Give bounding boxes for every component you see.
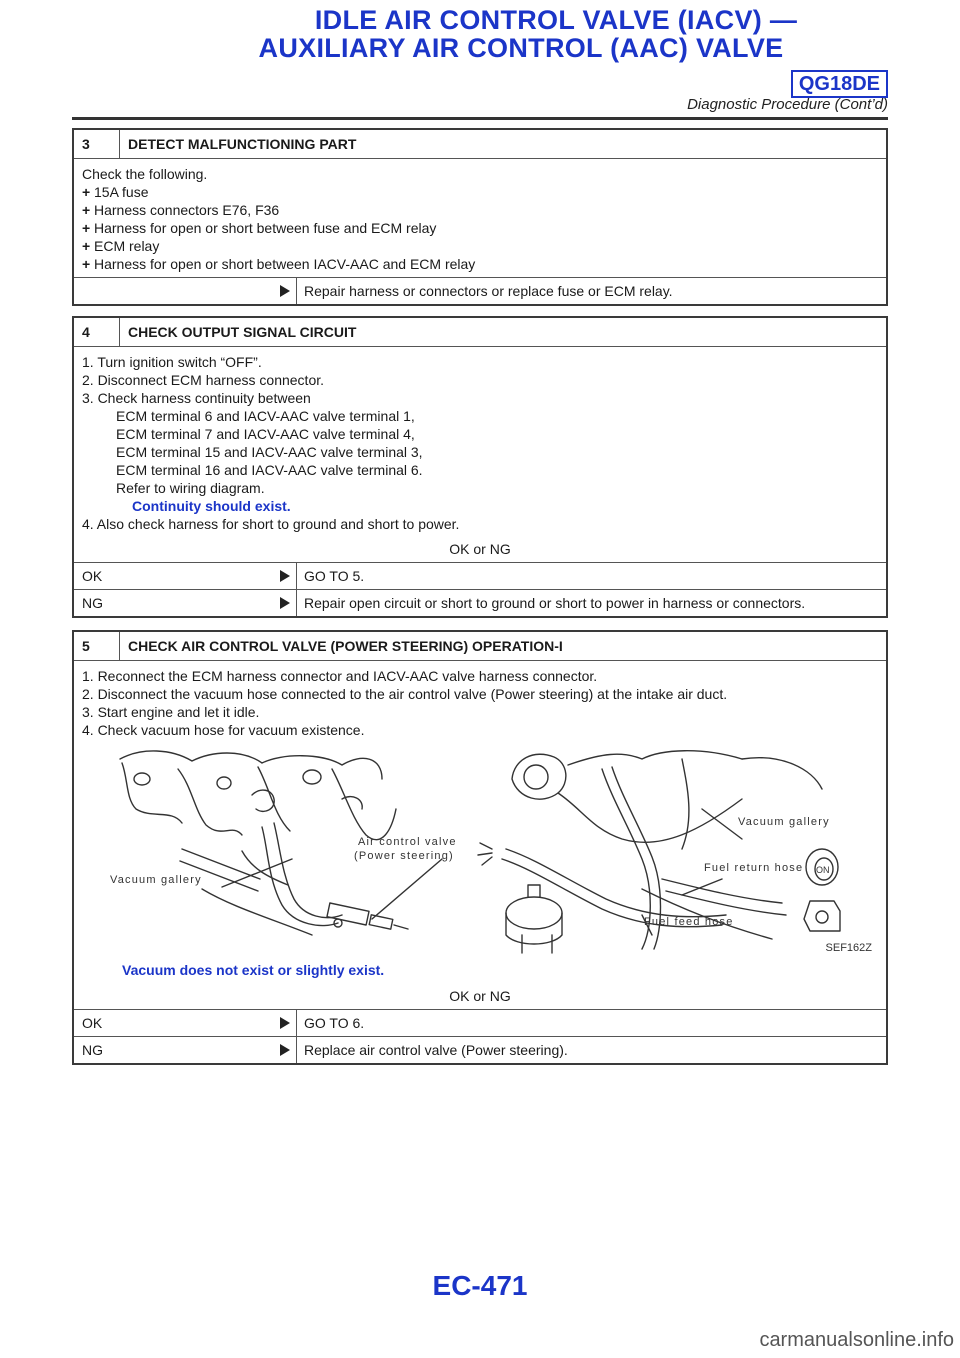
engine-drawing <box>82 739 880 961</box>
ng-key: NG <box>82 595 103 611</box>
page-title-line1: IDLE AIR CONTROL VALVE (IACV) — <box>314 5 798 35</box>
header-rule <box>72 117 888 120</box>
step-4-line: 4. Also check harness for short to ground and short to power. <box>82 516 460 532</box>
arrow-right-icon <box>274 1037 297 1063</box>
label-vacuum-gallery-right: Vacuum gallery <box>738 816 830 828</box>
step-3-body <box>74 159 886 277</box>
step-4-body <box>74 347 886 562</box>
step-4-box <box>72 316 888 618</box>
step-5-body <box>74 661 886 1009</box>
page-title-line2: AUXILIARY AIR CONTROL (AAC) VALVE <box>258 33 784 63</box>
step-3-header <box>74 130 886 159</box>
bullet-icon: + <box>82 256 91 272</box>
step-5-header <box>74 632 886 661</box>
step-4-terminal-line: ECM terminal 15 and IACV-AAC valve terminal 3, <box>116 444 423 460</box>
step-4-terminal-line: ECM terminal 6 and IACV-AAC valve terminal 1, <box>116 408 415 424</box>
step-5-line: 3. Start engine and let it idle. <box>82 704 260 720</box>
step-4-title: CHECK OUTPUT SIGNAL CIRCUIT <box>128 324 357 340</box>
step-3-title: DETECT MALFUNCTIONING PART <box>128 136 357 152</box>
step-5-ng-row <box>74 1036 886 1063</box>
step-4-terminal-line: ECM terminal 7 and IACV-AAC valve terminal 4, <box>116 426 415 442</box>
result-key <box>74 278 274 304</box>
label-air-control-valve-line1: Air control valve <box>358 836 457 848</box>
step-4-header <box>74 318 886 347</box>
bullet-icon: + <box>82 220 91 236</box>
arrow-right-icon <box>274 278 297 304</box>
list-item: + Harness connectors E76, F36 <box>82 202 280 218</box>
bullet-icon: + <box>82 238 91 254</box>
ignition-switch-on-label: ON <box>816 865 830 875</box>
step-5-box <box>72 630 888 1065</box>
page-subtitle: Diagnostic Procedure (Cont’d) <box>687 96 888 113</box>
label-vacuum-gallery-left: Vacuum gallery <box>110 874 202 886</box>
engine-illustration <box>82 739 878 961</box>
arrow-right-icon <box>274 1010 297 1036</box>
step-4-ng-result: Repair open circuit or short to ground or short to power in harness or connectors. <box>304 595 806 611</box>
step-4-ok-row <box>74 562 886 589</box>
step-5-spec: Vacuum does not exist or slightly exist. <box>122 962 385 978</box>
model-badge: QG18DE <box>791 70 888 98</box>
ok-key: OK <box>82 1015 103 1031</box>
step-5-line: 4. Check vacuum hose for vacuum existence. <box>82 722 365 738</box>
arrow-right-icon <box>274 563 297 589</box>
step-4-number: 4 <box>74 318 120 346</box>
step-5-ok-result: GO TO 6. <box>304 1015 365 1031</box>
step-3-box <box>72 128 888 306</box>
step-4-line: 3. Check harness continuity between <box>82 390 311 406</box>
page-title <box>196 6 916 62</box>
list-item: + ECM relay <box>82 238 160 254</box>
step-4-line: 2. Disconnect ECM harness connector. <box>82 372 325 388</box>
step-3-intro: Check the following. <box>82 166 208 182</box>
bullet-icon: + <box>82 202 91 218</box>
step-4-line: 1. Turn ignition switch “OFF”. <box>82 354 262 370</box>
step-5-ng-result: Replace air control valve (Power steering). <box>304 1042 568 1058</box>
step-4-ok-result: GO TO 5. <box>304 568 365 584</box>
step-5-line: 1. Reconnect the ECM harness connector and IACV-AAC valve harness connector. <box>82 668 598 684</box>
list-item: + 15A fuse <box>82 184 149 200</box>
list-item: + Harness for open or short between IACV-AAC and ECM relay <box>82 256 476 272</box>
step-5-line: 2. Disconnect the vacuum hose connected to the air control valve (Power steering) at the intake air duct. <box>82 686 728 702</box>
step-5-number: 5 <box>74 632 120 660</box>
page-number: EC-471 <box>432 1270 528 1301</box>
step-4-terminal-line: ECM terminal 16 and IACV-AAC valve terminal 6. <box>116 462 423 478</box>
label-fuel-feed-hose: Fuel feed hose <box>644 916 734 928</box>
arrow-right-icon <box>274 590 297 616</box>
step-4-spec: Continuity should exist. <box>132 498 291 514</box>
list-item: + Harness for open or short between fuse and ECM relay <box>82 220 437 236</box>
label-air-control-valve-line2: (Power steering) <box>354 850 454 862</box>
watermark: carmanualsonline.info <box>759 1329 954 1351</box>
step-3-result: Repair harness or connectors or replace fuse or ECM relay. <box>304 283 673 299</box>
step-4-ok-ng: OK or NG <box>449 541 511 557</box>
step-3-result-row <box>74 277 886 304</box>
ok-key: OK <box>82 568 103 584</box>
step-5-ok-ng: OK or NG <box>449 988 511 1004</box>
bullet-icon: + <box>82 184 91 200</box>
step-5-title: CHECK AIR CONTROL VALVE (POWER STEERING) OPERATION-I <box>128 638 563 654</box>
step-3-number: 3 <box>74 130 120 158</box>
figure-code: SEF162Z <box>825 942 872 954</box>
ng-key: NG <box>82 1042 103 1058</box>
label-fuel-return-hose: Fuel return hose <box>704 862 804 874</box>
step-5-ok-row <box>74 1009 886 1036</box>
step-4-ng-row <box>74 589 886 616</box>
step-4-terminal-line: Refer to wiring diagram. <box>116 480 265 496</box>
